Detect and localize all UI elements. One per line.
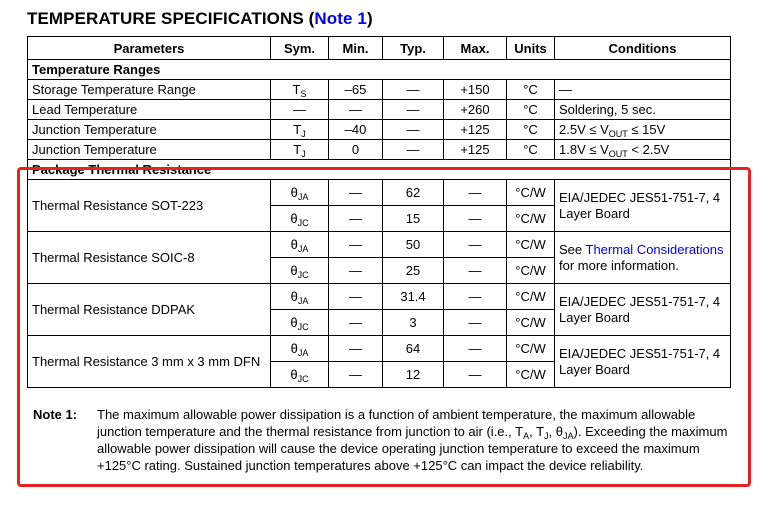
sym-cell: $\theta_{JC}$ — [271, 206, 329, 232]
units-cell: °C — [507, 100, 555, 120]
typ-cell: 15 — [383, 206, 444, 232]
min-cell: — — [329, 232, 383, 258]
header-row — [28, 37, 731, 60]
sym-cell: $\theta_{JC}$ — [271, 362, 329, 388]
header-units: Units — [507, 37, 555, 60]
typ-cell: 50 — [383, 232, 444, 258]
max-cell: — — [444, 284, 507, 310]
temperature-spec-table — [27, 36, 731, 388]
typ-cell: 64 — [383, 336, 444, 362]
sym-cell: $T_J$ — [271, 140, 329, 160]
param-cell: Junction Temperature — [28, 140, 271, 160]
cond-cell: Soldering, 5 sec. — [555, 100, 731, 120]
cond-cell: EIA/JEDEC JES51-751-7, 4 Layer Board — [555, 180, 731, 232]
units-cell: °C/W — [507, 362, 555, 388]
max-cell: — — [444, 362, 507, 388]
thermal-considerations-link[interactable]: Thermal Considerations — [585, 241, 724, 257]
section-row — [28, 60, 731, 80]
title-close: ) — [366, 9, 373, 28]
max-cell: +125 — [444, 120, 507, 140]
typ-cell: 12 — [383, 362, 444, 388]
sym-cell: $\theta_{JA}$ — [271, 180, 329, 206]
header-min: Min. — [329, 37, 383, 60]
table-row — [28, 100, 731, 120]
param-cell: Thermal Resistance 3 mm x 3 mm DFN — [28, 336, 271, 388]
cond-cell: $2.5V \le V_{OUT} \le 15V$ — [555, 120, 731, 140]
param-cell: Lead Temperature — [28, 100, 271, 120]
max-cell: +150 — [444, 80, 507, 100]
cond-cell: $1.8V \le V_{OUT} < 2.5V$ — [555, 140, 731, 160]
typ-cell: 31.4 — [383, 284, 444, 310]
units-cell: °C — [507, 80, 555, 100]
table-row — [28, 140, 731, 160]
min-cell: — — [329, 180, 383, 206]
typ-cell: — — [383, 80, 444, 100]
min-cell: –40 — [329, 120, 383, 140]
max-cell: +125 — [444, 140, 507, 160]
section-package-thermal-resistance: Package Thermal Resistance — [28, 160, 731, 180]
units-cell: °C/W — [507, 180, 555, 206]
note-label: Note 1: — [33, 407, 78, 422]
table-row — [28, 120, 731, 140]
table-row — [28, 180, 731, 206]
header-sym: Sym. — [271, 37, 329, 60]
typ-cell: 25 — [383, 258, 444, 284]
note-1-link[interactable]: Note 1 — [314, 9, 367, 28]
param-cell: Thermal Resistance DDPAK — [28, 284, 271, 336]
sym-cell: $\theta_{JA}$ — [271, 284, 329, 310]
param-cell: Junction Temperature — [28, 120, 271, 140]
param-cell: Storage Temperature Range — [28, 80, 271, 100]
sym-cell: $T_J$ — [271, 120, 329, 140]
cond-cell: — — [555, 80, 731, 100]
typ-cell: 3 — [383, 310, 444, 336]
typ-cell: — — [383, 100, 444, 120]
max-cell: — — [444, 310, 507, 336]
max-cell: — — [444, 180, 507, 206]
cond-cell: EIA/JEDEC JES51-751-7, 4 Layer Board — [555, 336, 731, 388]
cond-cell: EIA/JEDEC JES51-751-7, 4 Layer Board — [555, 284, 731, 336]
units-cell: °C/W — [507, 232, 555, 258]
min-cell: — — [329, 362, 383, 388]
page-title — [27, 9, 373, 29]
param-cell: Thermal Resistance SOT-223 — [28, 180, 271, 232]
max-cell: — — [444, 232, 507, 258]
table-row — [28, 336, 731, 362]
units-cell: °C/W — [507, 284, 555, 310]
table-row — [28, 80, 731, 100]
sym-cell: $\theta_{JC}$ — [271, 258, 329, 284]
units-cell: °C/W — [507, 258, 555, 284]
note-text: The maximum allowable power dissipation is a function of ambient temperature, the maximum allowable junction temperature and the thermal resistance from junction to air (i.e., $T_A$, $T_J$, $\theta_{JA}$). Exceeding the maximum allowable power dissipation will cause the device operating junction temperature to exceed the maximum +125°C rating. Sustained junction temperatures above +125°C can impact the device reliability. — [97, 407, 728, 473]
title-text: TEMPERATURE SPECIFICATIONS ( — [27, 9, 315, 28]
cond-cell: See Thermal Considerations for more information. — [555, 232, 731, 284]
min-cell: — — [329, 258, 383, 284]
header-conditions: Conditions — [555, 37, 731, 60]
units-cell: °C/W — [507, 336, 555, 362]
header-typ: Typ. — [383, 37, 444, 60]
table-row — [28, 284, 731, 310]
sym-cell: $T_S$ — [271, 80, 329, 100]
sym-cell: $\theta_{JC}$ — [271, 310, 329, 336]
min-cell: –65 — [329, 80, 383, 100]
sym-cell: $\theta_{JA}$ — [271, 232, 329, 258]
header-parameters: Parameters — [28, 37, 271, 60]
max-cell: — — [444, 336, 507, 362]
min-cell: — — [329, 310, 383, 336]
units-cell: °C — [507, 120, 555, 140]
typ-cell: — — [383, 120, 444, 140]
max-cell: +260 — [444, 100, 507, 120]
min-cell: — — [329, 284, 383, 310]
section-temperature-ranges: Temperature Ranges — [28, 60, 731, 80]
sym-cell: $\theta_{JA}$ — [271, 336, 329, 362]
header-max: Max. — [444, 37, 507, 60]
param-cell: Thermal Resistance SOIC-8 — [28, 232, 271, 284]
sym-cell: — — [271, 100, 329, 120]
min-cell: 0 — [329, 140, 383, 160]
table-row — [28, 232, 731, 258]
max-cell: — — [444, 258, 507, 284]
min-cell: — — [329, 206, 383, 232]
units-cell: °C/W — [507, 206, 555, 232]
units-cell: °C/W — [507, 310, 555, 336]
typ-cell: 62 — [383, 180, 444, 206]
min-cell: — — [329, 100, 383, 120]
typ-cell: — — [383, 140, 444, 160]
section-row — [28, 160, 731, 180]
units-cell: °C — [507, 140, 555, 160]
max-cell: — — [444, 206, 507, 232]
min-cell: — — [329, 336, 383, 362]
